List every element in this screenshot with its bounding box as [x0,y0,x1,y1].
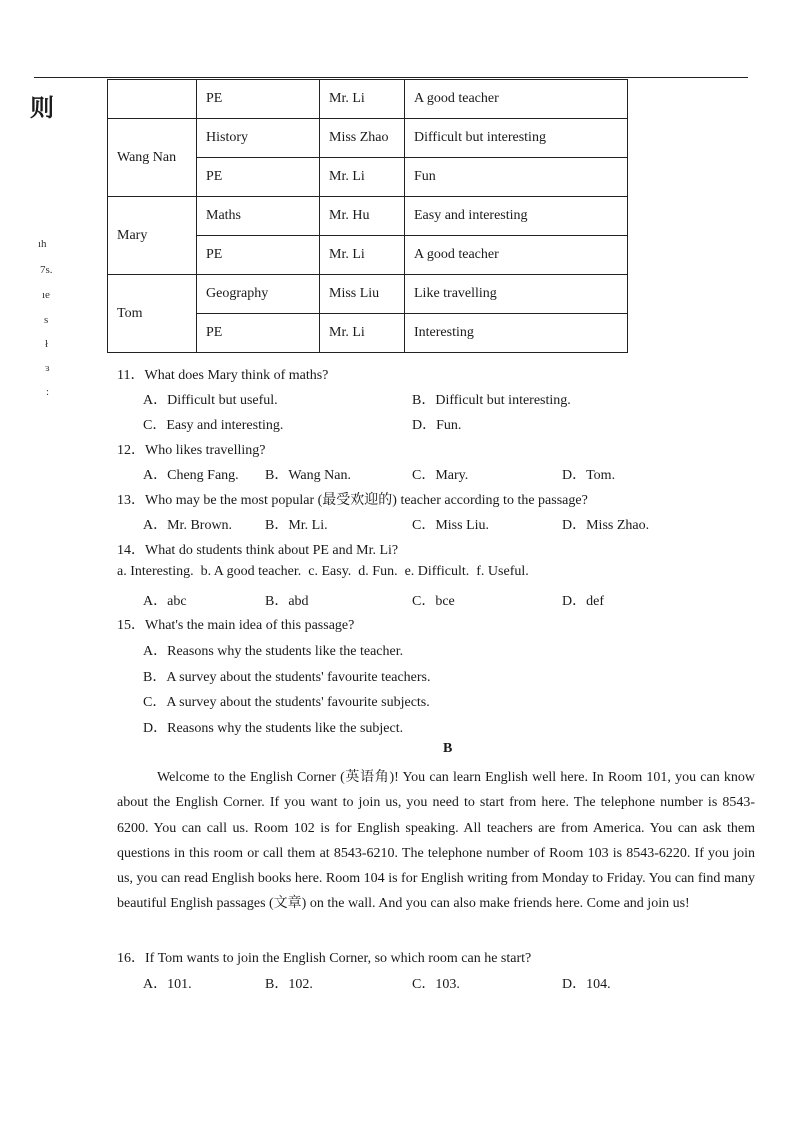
teacher-cell: Mr. Li [320,158,405,197]
q12-option-d[interactable]: D．Tom. [562,468,616,483]
margin-fragment: ɜ [45,362,50,374]
q13-option-b[interactable]: B．Mr. Li. [265,518,328,533]
student-cell: Mary [108,197,197,275]
margin-glyph: 则 [30,94,54,122]
comment-cell: Fun [405,158,628,197]
question-15-stem: 15．What's the main idea of this passage? [117,618,355,633]
q15-option-b[interactable]: B．A survey about the students' favourite teachers. [143,670,431,685]
margin-fragment: s [44,314,49,326]
question-11-stem: 11．What does Mary think of maths? [117,368,329,383]
margin-fragment: ıh [38,238,47,250]
margin-fragment: : [46,386,50,398]
student-cell: Wang Nan [108,119,197,197]
comment-cell: A good teacher [405,236,628,275]
question-13-stem: 13．Who may be the most popular (最受欢迎的) teacher according to the passage? [117,493,588,508]
margin-fragment: ıe [42,289,50,301]
comment-cell: A good teacher [405,80,628,119]
table-row [108,275,628,314]
top-rule [34,77,748,78]
comment-cell: Easy and interesting [405,197,628,236]
q16-option-c[interactable]: C．103. [412,977,460,992]
teacher-cell: Mr. Li [320,236,405,275]
q13-option-c[interactable]: C．Miss Liu. [412,518,490,533]
subject-cell: PE [197,80,320,119]
subject-cell: PE [197,314,320,353]
margin-fragment: ł [45,338,49,350]
q11-option-c[interactable]: C．Easy and interesting. [143,418,284,433]
q11-option-a[interactable]: A．Difficult but useful. [143,393,278,408]
table-row [108,119,628,158]
teacher-cell: Mr. Li [320,314,405,353]
table-row [108,80,628,119]
q14-option-a[interactable]: A．abc [143,594,187,609]
student-cell: Tom [108,275,197,353]
student-cell [108,80,197,119]
q12-option-a[interactable]: A．Cheng Fang. [143,468,239,483]
section-b-passage: Welcome to the English Corner (英语角)! You can learn English well here. In Room 101, you can know about the English Corner. If you want to join us, you need to start from here. The telephone number is 8543-6200. You can call us. Room 102 is for English speaking. All teachers are from America. You can ask them questions in this room or call them at 8543-6210. The telephone number of Room 103 is 8543-6220. If you join us, you can read English books here. Room 104 is for English writing from Monday to Friday. You can find many beautiful English passages (文章) on the wall. And you can also make friends here. Come and join us! [117,770,755,912]
survey-table [107,79,628,353]
teacher-cell: Mr. Hu [320,197,405,236]
q14-option-b[interactable]: B．abd [265,594,309,609]
q14-choices-line: a. Interesting. b. A good teacher. c. Easy. d. Fun. e. Difficult. f. Useful. [117,564,529,579]
teacher-cell: Miss Liu [320,275,405,314]
q13-option-d[interactable]: D．Miss Zhao. [562,518,650,533]
q14-option-d[interactable]: D．def [562,594,604,609]
comment-cell: Like travelling [405,275,628,314]
question-12-stem: 12．Who likes travelling? [117,443,266,458]
q15-option-d[interactable]: D．Reasons why the students like the subject. [143,721,404,736]
q15-option-c[interactable]: C．A survey about the students' favourite subjects. [143,695,430,710]
question-16-stem: 16．If Tom wants to join the English Corner, so which room can he start? [117,951,532,966]
subject-cell: Geography [197,275,320,314]
teacher-cell: Miss Zhao [320,119,405,158]
q13-option-a[interactable]: A．Mr. Brown. [143,518,233,533]
comment-cell: Difficult but interesting [405,119,628,158]
margin-fragment: 7s. [40,264,53,276]
q11-option-d[interactable]: D．Fun. [412,418,462,433]
subject-cell: Maths [197,197,320,236]
q15-option-a[interactable]: A．Reasons why the students like the teacher. [143,644,404,659]
q11-option-b[interactable]: B．Difficult but interesting. [412,393,571,408]
comment-cell: Interesting [405,314,628,353]
q16-option-d[interactable]: D．104. [562,977,611,992]
section-b-heading: B [443,741,453,756]
q16-option-a[interactable]: A．101. [143,977,192,992]
teacher-cell: Mr. Li [320,80,405,119]
table-row [108,197,628,236]
subject-cell: History [197,119,320,158]
q12-option-b[interactable]: B．Wang Nan. [265,468,351,483]
q14-option-c[interactable]: C．bce [412,594,455,609]
q16-option-b[interactable]: B．102. [265,977,313,992]
subject-cell: PE [197,158,320,197]
q12-option-c[interactable]: C．Mary. [412,468,469,483]
question-14-stem: 14．What do students think about PE and Mr. Li? [117,543,399,558]
subject-cell: PE [197,236,320,275]
